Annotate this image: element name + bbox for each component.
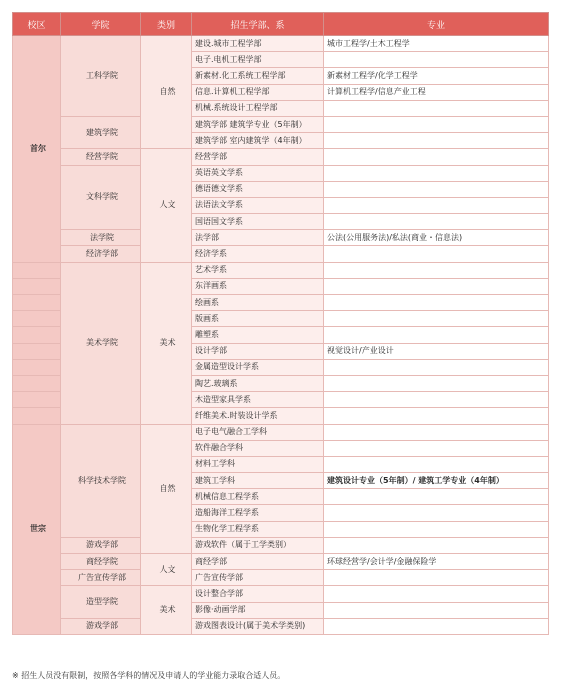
table-row [13, 36, 549, 52]
major-cell [324, 165, 549, 181]
major-cell [324, 537, 549, 553]
major-cell: 公法(公用服务法)/私法(商业・信息法) [324, 230, 549, 246]
dept-cell: 英语英文学系 [192, 165, 324, 181]
dept-cell: 木造型家具学系 [192, 392, 324, 408]
college-engineering: 工科学院 [61, 36, 141, 117]
table-row [13, 149, 549, 165]
dept-cell: 经营学部 [192, 149, 324, 165]
major-cell [324, 214, 549, 230]
college-fine-arts: 美术学院 [61, 262, 141, 424]
college-liberal-arts: 文科学院 [61, 165, 141, 230]
table-row [13, 262, 549, 278]
major-cell [324, 100, 549, 116]
dept-cell: 机械信息工程学系 [192, 489, 324, 505]
major-cell [324, 570, 549, 586]
major-cell [324, 359, 549, 375]
major-cell [324, 295, 549, 311]
college-commerce: 商经学院 [61, 554, 141, 570]
dept-cell: 建筑学部 室内建筑学（4年制） [192, 133, 324, 149]
category-natural: 自然 [141, 36, 192, 149]
dept-cell: 建筑工学科 [192, 473, 324, 489]
dept-cell: 机械.系统设计工程学部 [192, 100, 324, 116]
major-cell [324, 505, 549, 521]
major-cell [324, 149, 549, 165]
dept-cell: 建设.城市工程学部 [192, 36, 324, 52]
college-game: 游戏学部 [61, 537, 141, 553]
major-cell: 城市工程学/土木工程学 [324, 36, 549, 52]
major-cell [324, 133, 549, 149]
table-row [13, 230, 549, 246]
major-cell [324, 408, 549, 424]
major-cell [324, 375, 549, 391]
dept-cell: 游戏图表设计(属于美术学类别) [192, 618, 324, 634]
campus-seoul-continued [13, 359, 61, 375]
dept-cell: 电子.电机工程学部 [192, 52, 324, 68]
campus-seoul-continued [13, 375, 61, 391]
table-row [13, 586, 549, 602]
dept-cell: 经济学系 [192, 246, 324, 262]
table-row [13, 424, 549, 440]
admissions-table [12, 12, 549, 635]
major-cell: 建筑设计专业（5年制）/ 建筑工学专业（4年制） [324, 473, 549, 489]
dept-cell: 雕塑系 [192, 327, 324, 343]
table-row [13, 618, 549, 634]
table-row [13, 554, 549, 570]
major-cell [324, 602, 549, 618]
campus-seoul: 首尔 [13, 36, 61, 263]
dept-cell: 商经学部 [192, 554, 324, 570]
major-cell [324, 586, 549, 602]
campus-seoul-continued [13, 343, 61, 359]
major-cell [324, 618, 549, 634]
dept-cell: 纤维美术.时装设计学系 [192, 408, 324, 424]
dept-cell: 软件融合学科 [192, 440, 324, 456]
dept-cell: 游戏软件（属于工学类别） [192, 537, 324, 553]
category-humanities: 人文 [141, 149, 192, 262]
major-cell [324, 521, 549, 537]
dept-cell: 信息.计算机工程学部 [192, 84, 324, 100]
major-cell: 环球经营学/会计学/金融保险学 [324, 554, 549, 570]
major-cell: 计算机工程学/信息产业工程 [324, 84, 549, 100]
college-game-graphics: 游戏学部 [61, 618, 141, 634]
college-science-tech: 科学技术学院 [61, 424, 141, 537]
major-cell [324, 392, 549, 408]
table-header-row [13, 13, 549, 36]
table-row [13, 116, 549, 132]
major-cell [324, 311, 549, 327]
dept-cell: 建筑学部 建筑学专业（5年制） [192, 116, 324, 132]
college-law: 法学院 [61, 230, 141, 246]
dept-cell: 法语法文学系 [192, 197, 324, 213]
campus-seoul-continued [13, 408, 61, 424]
college-advertising: 广告宣传学部 [61, 570, 141, 586]
major-cell [324, 52, 549, 68]
campus-seoul-continued [13, 295, 61, 311]
table-row [13, 570, 549, 586]
major-cell [324, 456, 549, 472]
table-row [13, 537, 549, 553]
dept-cell: 法学部 [192, 230, 324, 246]
major-cell [324, 116, 549, 132]
campus-seoul-continued [13, 278, 61, 294]
major-cell [324, 440, 549, 456]
dept-cell: 设计整合学部 [192, 586, 324, 602]
dept-cell: 国语国文学系 [192, 214, 324, 230]
dept-cell: 绘画系 [192, 295, 324, 311]
header-dept: 招生学部、系 [192, 13, 324, 36]
major-cell [324, 181, 549, 197]
category-art-2: 美术 [141, 586, 192, 635]
college-business: 经营学院 [61, 149, 141, 165]
header-major: 专业 [324, 13, 549, 36]
dept-cell: 生物化学工程学系 [192, 521, 324, 537]
major-cell [324, 197, 549, 213]
dept-cell: 材料工学科 [192, 456, 324, 472]
dept-cell: 设计学部 [192, 343, 324, 359]
dept-cell: 影像·动画学部 [192, 602, 324, 618]
dept-cell: 金属造型设计学系 [192, 359, 324, 375]
dept-cell: 东洋画系 [192, 278, 324, 294]
major-cell [324, 424, 549, 440]
dept-cell: 新素材.化工系统工程学部 [192, 68, 324, 84]
dept-cell: 德语德文学系 [192, 181, 324, 197]
category-art: 美术 [141, 262, 192, 424]
campus-seoul-continued [13, 392, 61, 408]
college-architecture: 建筑学院 [61, 116, 141, 148]
dept-cell: 艺术学系 [192, 262, 324, 278]
table-row [13, 165, 549, 181]
dept-cell: 版画系 [192, 311, 324, 327]
major-cell: 新素材工程学/化学工程学 [324, 68, 549, 84]
header-campus: 校区 [13, 13, 61, 36]
campus-seoul-continued [13, 262, 61, 278]
category-natural-2: 自然 [141, 424, 192, 554]
dept-cell: 电子电气融合工学科 [192, 424, 324, 440]
campus-seoul-continued [13, 327, 61, 343]
dept-cell: 造船海洋工程学系 [192, 505, 324, 521]
major-cell [324, 327, 549, 343]
college-economics: 经济学部 [61, 246, 141, 262]
campus-sejong: 世宗 [13, 424, 61, 634]
major-cell [324, 246, 549, 262]
header-college: 学院 [61, 13, 141, 36]
major-cell [324, 489, 549, 505]
college-design: 造型学院 [61, 586, 141, 618]
dept-cell: 广告宣传学部 [192, 570, 324, 586]
category-humanities-2: 人文 [141, 554, 192, 586]
footnote: ※ 招生人员没有限制，按照各学科的情况及申请人的学业能力录取合适人员。 [12, 671, 286, 680]
major-cell: 视觉设计/产业设计 [324, 343, 549, 359]
campus-seoul-continued [13, 311, 61, 327]
major-cell [324, 262, 549, 278]
header-category: 类别 [141, 13, 192, 36]
major-cell [324, 278, 549, 294]
table-row [13, 246, 549, 262]
dept-cell: 陶艺.玻璃系 [192, 375, 324, 391]
